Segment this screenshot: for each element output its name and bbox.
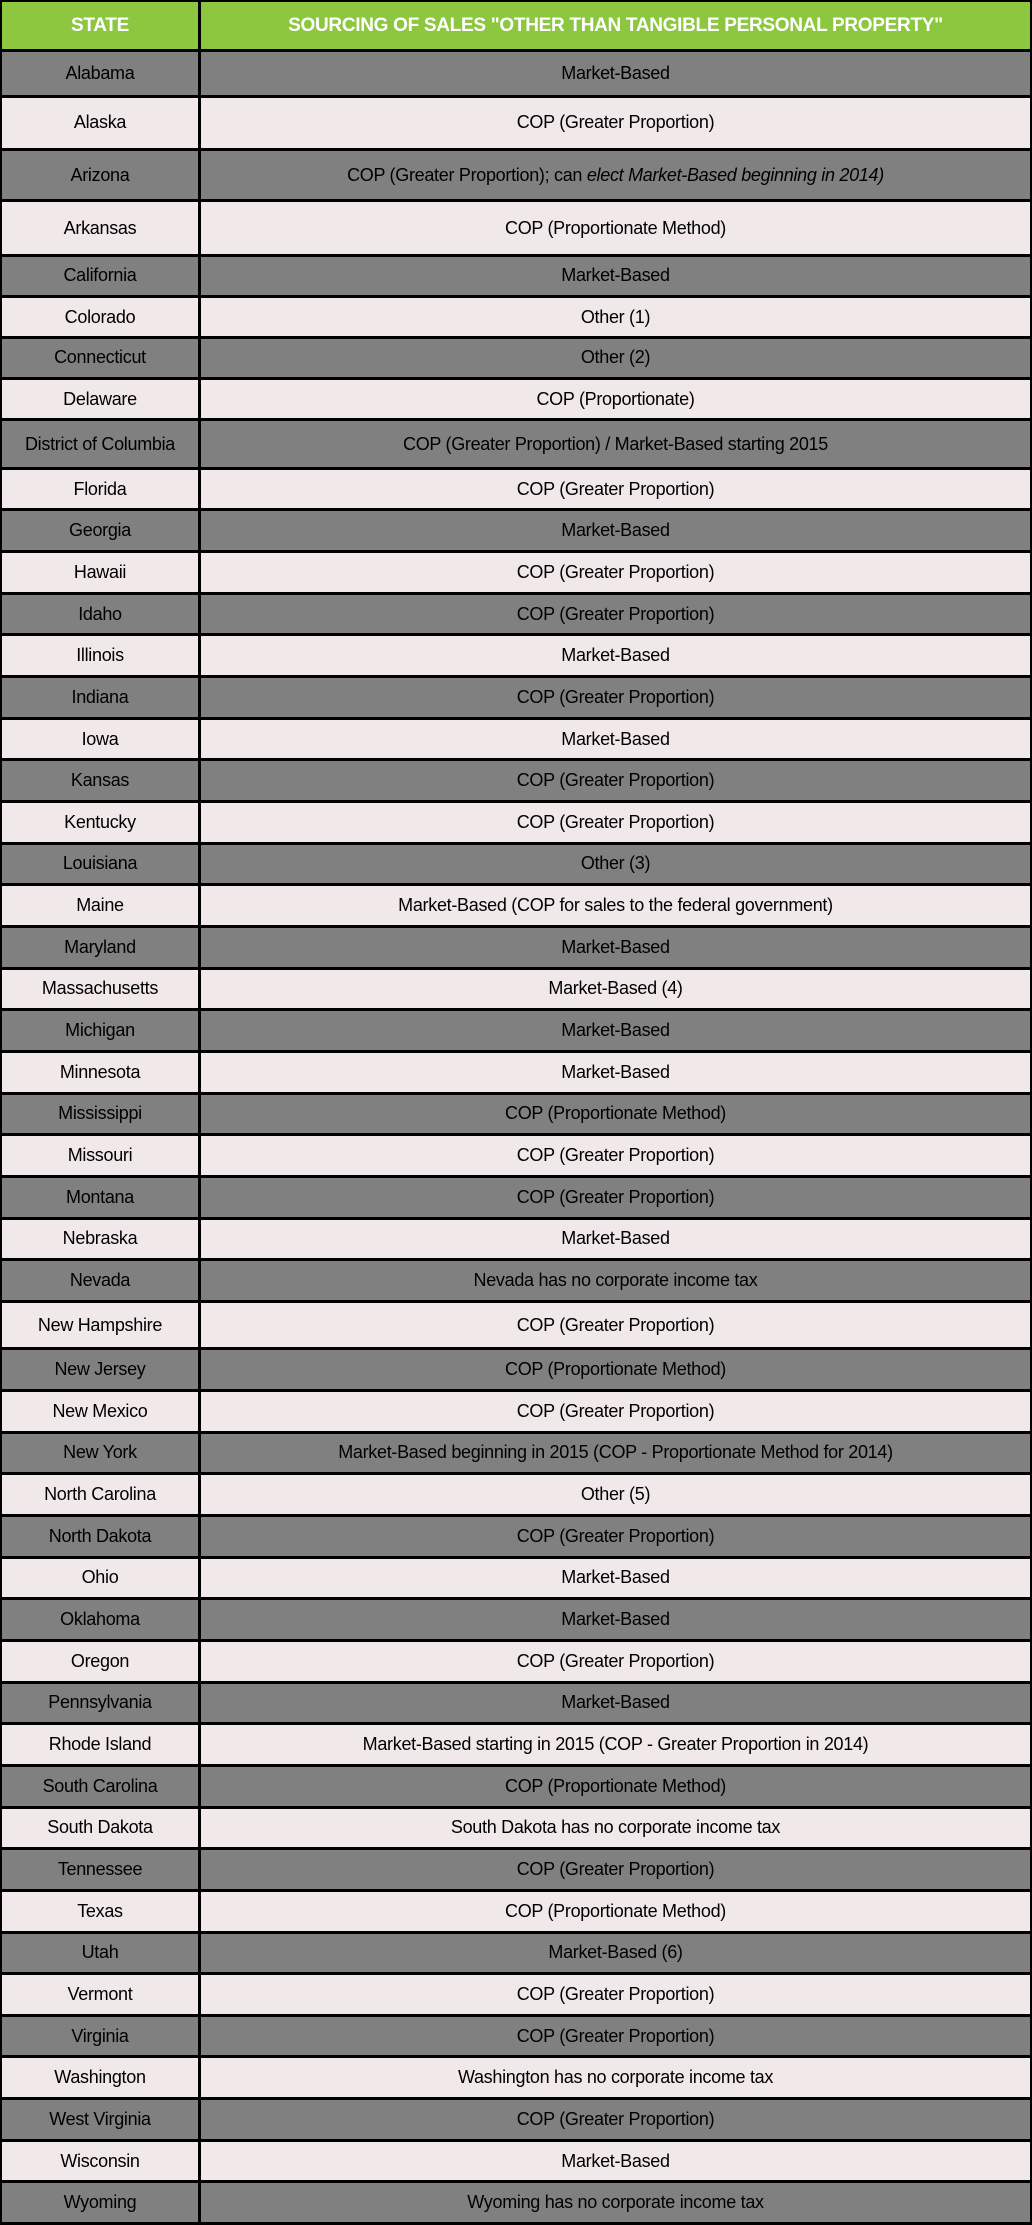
state-cell: Hawaii <box>2 553 198 592</box>
table-row <box>2 845 1030 884</box>
state-cell: Florida <box>2 470 198 509</box>
table-row <box>2 1642 1030 1681</box>
state-cell: Indiana <box>2 678 198 717</box>
sourcing-cell: COP (Greater Proportion) <box>201 2017 1030 2056</box>
table-row <box>2 1220 1030 1259</box>
table-row <box>2 470 1030 509</box>
table-row <box>2 202 1030 253</box>
sourcing-cell: COP (Greater Proportion) <box>201 678 1030 717</box>
state-cell: Alaska <box>2 98 198 148</box>
table-row <box>2 970 1030 1009</box>
sourcing-cell: COP (Proportionate Method) <box>201 1767 1030 1806</box>
table-row <box>2 52 1030 95</box>
sourcing-cell: Market-Based <box>201 1559 1030 1598</box>
sourcing-cell: Market-Based <box>201 1600 1030 1639</box>
state-cell: Colorado <box>2 298 198 336</box>
sourcing-cell: Market-Based (COP for sales to the federal government) <box>201 886 1030 925</box>
sourcing-cell: COP (Greater Proportion) <box>201 1392 1030 1431</box>
state-cell: Utah <box>2 1934 198 1973</box>
state-cell: Massachusetts <box>2 970 198 1009</box>
sourcing-cell: Wyoming has no corporate income tax <box>201 2183 1030 2222</box>
sourcing-cell: COP (Greater Proportion) <box>201 2100 1030 2139</box>
table-row <box>2 595 1030 634</box>
table-row <box>2 1684 1030 1723</box>
state-cell: Illinois <box>2 636 198 675</box>
sourcing-cell: COP (Greater Proportion) <box>201 553 1030 592</box>
table-row <box>2 98 1030 148</box>
table-row <box>2 803 1030 842</box>
sourcing-cell: Market-Based (4) <box>201 970 1030 1009</box>
state-cell: New Mexico <box>2 1392 198 1431</box>
table-row <box>2 1095 1030 1134</box>
state-cell: Nevada <box>2 1261 198 1300</box>
state-cell: Maryland <box>2 928 198 967</box>
table-row <box>2 2058 1030 2097</box>
table-row <box>2 1011 1030 1050</box>
state-cell: District of Columbia <box>2 421 198 466</box>
table-row <box>2 886 1030 925</box>
sourcing-cell: Washington has no corporate income tax <box>201 2058 1030 2097</box>
sourcing-cell: COP (Greater Proportion) <box>201 470 1030 509</box>
sourcing-cell: Market-Based <box>201 1011 1030 1050</box>
sourcing-cell: Market-Based <box>201 2142 1030 2181</box>
table-row <box>2 298 1030 336</box>
state-cell: Vermont <box>2 1975 198 2014</box>
table-row <box>2 511 1030 550</box>
sourcing-cell: COP (Greater Proportion) <box>201 98 1030 148</box>
state-cell: Arkansas <box>2 202 198 253</box>
sourcing-cell: COP (Proportionate Method) <box>201 202 1030 253</box>
state-cell: Georgia <box>2 511 198 550</box>
state-cell: Texas <box>2 1892 198 1931</box>
state-cell: South Carolina <box>2 1767 198 1806</box>
sourcing-cell: Market-Based <box>201 1220 1030 1259</box>
sourcing-cell: Other (2) <box>201 339 1030 377</box>
table-row <box>2 1767 1030 1806</box>
sourcing-cell: COP (Proportionate) <box>201 380 1030 419</box>
table-row <box>2 1600 1030 1639</box>
state-cell: Oregon <box>2 1642 198 1681</box>
state-cell: Michigan <box>2 1011 198 1050</box>
table-row <box>2 1053 1030 1092</box>
sourcing-cell: COP (Greater Proportion) <box>201 1642 1030 1681</box>
table-row <box>2 2183 1030 2222</box>
table-row <box>2 720 1030 759</box>
table-row <box>2 1434 1030 1473</box>
sourcing-cell: Other (1) <box>201 298 1030 336</box>
state-cell: South Dakota <box>2 1809 198 1848</box>
sourcing-cell: COP (Greater Proportion) <box>201 1136 1030 1175</box>
table-row <box>2 1850 1030 1889</box>
sourcing-italic-text: elect Market-Based beginning in 2014) <box>586 164 884 185</box>
sourcing-cell: Market-Based <box>201 1053 1030 1092</box>
sourcing-cell: Market-Based <box>201 52 1030 95</box>
state-cell: Minnesota <box>2 1053 198 1092</box>
table-row <box>2 1350 1030 1389</box>
sourcing-cell: Other (3) <box>201 845 1030 884</box>
state-cell: New Jersey <box>2 1350 198 1389</box>
sourcing-cell: Market-Based <box>201 511 1030 550</box>
table-row <box>2 1261 1030 1300</box>
state-cell: California <box>2 257 198 296</box>
table-row <box>2 2017 1030 2056</box>
sourcing-cell: COP (Greater Proportion) <box>201 1178 1030 1217</box>
table-row <box>2 339 1030 377</box>
state-cell: Montana <box>2 1178 198 1217</box>
table-row <box>2 2142 1030 2181</box>
state-cell: Idaho <box>2 595 198 634</box>
sourcing-cell: COP (Greater Proportion) <box>201 1517 1030 1556</box>
state-cell: Kentucky <box>2 803 198 842</box>
table-row <box>2 1809 1030 1848</box>
table-row <box>2 928 1030 967</box>
state-cell: New Hampshire <box>2 1303 198 1347</box>
sourcing-cell: Market-Based <box>201 636 1030 675</box>
state-cell: Delaware <box>2 380 198 419</box>
sourcing-cell: COP (Greater Proportion) <box>201 595 1030 634</box>
state-cell: Oklahoma <box>2 1600 198 1639</box>
table-row <box>2 2100 1030 2139</box>
table-row <box>2 1392 1030 1431</box>
table-row <box>2 678 1030 717</box>
state-cell: Virginia <box>2 2017 198 2056</box>
state-cell: Mississippi <box>2 1095 198 1134</box>
state-cell: North Carolina <box>2 1475 198 1514</box>
sourcing-text: COP (Greater Proportion); can <box>347 164 587 185</box>
sourcing-cell <box>201 151 1030 199</box>
sourcing-cell: Market-Based <box>201 257 1030 296</box>
state-cell: Ohio <box>2 1559 198 1598</box>
sourcing-cell: Other (5) <box>201 1475 1030 1514</box>
header-state: STATE <box>2 2 198 49</box>
table-row <box>2 1303 1030 1347</box>
table-row <box>2 1934 1030 1973</box>
table-row <box>2 553 1030 592</box>
table-row <box>2 380 1030 419</box>
sourcing-cell: COP (Proportionate Method) <box>201 1095 1030 1134</box>
sourcing-cell: COP (Proportionate Method) <box>201 1350 1030 1389</box>
state-cell: Wisconsin <box>2 2142 198 2181</box>
state-cell: Washington <box>2 2058 198 2097</box>
sourcing-cell: Market-Based <box>201 1684 1030 1723</box>
table-row <box>2 1559 1030 1598</box>
table-row <box>2 421 1030 466</box>
state-cell: Connecticut <box>2 339 198 377</box>
table-row <box>2 1136 1030 1175</box>
table-row <box>2 1475 1030 1514</box>
sourcing-cell: Market-Based <box>201 928 1030 967</box>
sourcing-cell: COP (Greater Proportion) <box>201 1850 1030 1889</box>
table-row <box>2 1892 1030 1931</box>
state-cell: Kansas <box>2 761 198 800</box>
state-cell: Missouri <box>2 1136 198 1175</box>
sourcing-cell: COP (Proportionate Method) <box>201 1892 1030 1931</box>
sourcing-cell: Market-Based beginning in 2015 (COP - Proportionate Method for 2014) <box>201 1434 1030 1473</box>
state-cell: Wyoming <box>2 2183 198 2222</box>
table-row <box>2 761 1030 800</box>
table-row <box>2 1975 1030 2014</box>
state-cell: Nebraska <box>2 1220 198 1259</box>
table-row <box>2 151 1030 199</box>
state-cell: Louisiana <box>2 845 198 884</box>
table-row <box>2 636 1030 675</box>
sourcing-cell: COP (Greater Proportion) <box>201 1975 1030 2014</box>
table-row <box>2 1725 1030 1764</box>
sourcing-cell: Nevada has no corporate income tax <box>201 1261 1030 1300</box>
sourcing-cell: Market-Based <box>201 720 1030 759</box>
state-cell: Arizona <box>2 151 198 199</box>
sourcing-cell: COP (Greater Proportion) <box>201 761 1030 800</box>
state-cell: Maine <box>2 886 198 925</box>
state-cell: Pennsylvania <box>2 1684 198 1723</box>
table-row <box>2 1517 1030 1556</box>
table-row <box>2 1178 1030 1217</box>
table-header-row <box>2 2 1030 49</box>
state-cell: Rhode Island <box>2 1725 198 1764</box>
state-cell: West Virginia <box>2 2100 198 2139</box>
sourcing-cell: South Dakota has no corporate income tax <box>201 1809 1030 1848</box>
sourcing-cell: Market-Based (6) <box>201 1934 1030 1973</box>
sourcing-cell: Market-Based starting in 2015 (COP - Greater Proportion in 2014) <box>201 1725 1030 1764</box>
state-cell: Alabama <box>2 52 198 95</box>
header-sourcing: SOURCING OF SALES "OTHER THAN TANGIBLE PERSONAL PROPERTY" <box>201 2 1030 49</box>
state-cell: New York <box>2 1434 198 1473</box>
sourcing-cell: COP (Greater Proportion) <box>201 803 1030 842</box>
state-cell: Tennessee <box>2 1850 198 1889</box>
state-cell: Iowa <box>2 720 198 759</box>
table-row <box>2 257 1030 296</box>
sourcing-cell: COP (Greater Proportion) / Market-Based starting 2015 <box>201 421 1030 466</box>
sourcing-cell: COP (Greater Proportion) <box>201 1303 1030 1347</box>
state-cell: North Dakota <box>2 1517 198 1556</box>
